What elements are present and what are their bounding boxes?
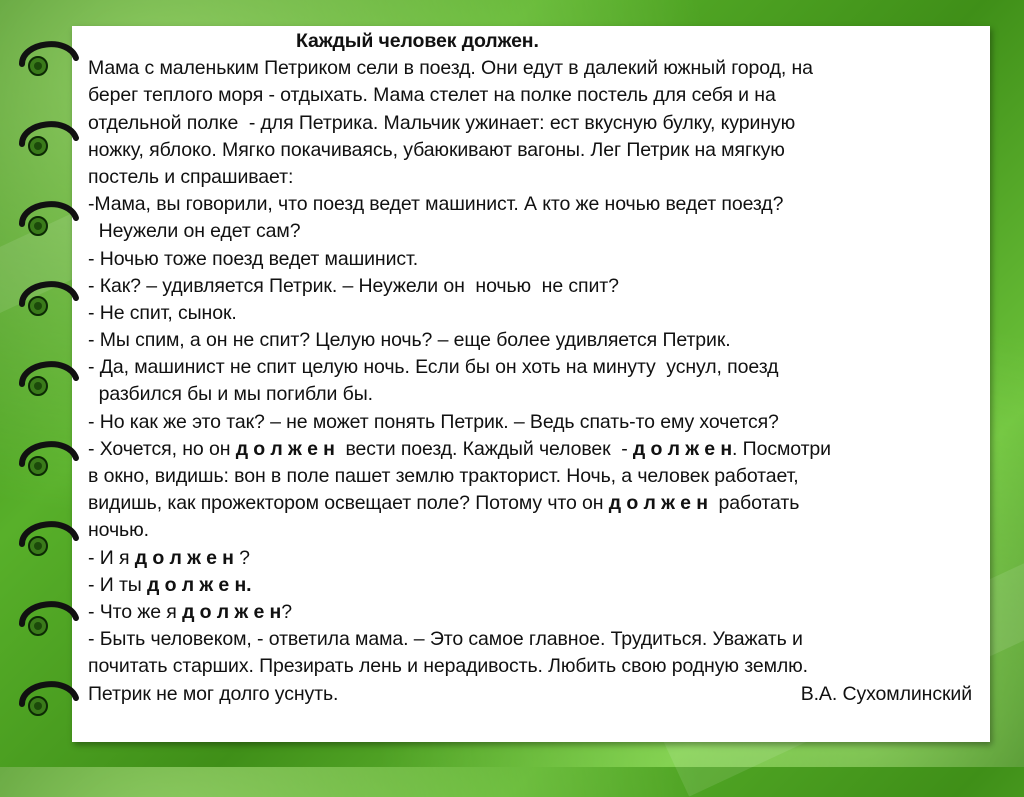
emphasis-word: д о л ж е н <box>182 600 282 623</box>
text-line <box>88 490 978 517</box>
spiral-ring-icon <box>12 676 84 720</box>
emphasis-word: д о л ж е н <box>134 546 234 569</box>
text-line <box>88 545 978 572</box>
text-run: - Что же я <box>88 600 183 623</box>
text-line: - Не спит, сынок. <box>88 301 237 324</box>
text-run: . Посмотри <box>732 437 831 460</box>
story-text <box>88 28 978 708</box>
text-line: - Мы спим, а он не спит? Целую ночь? – еще более удивляется Петрик. <box>88 329 731 352</box>
text-line: постель и спрашивает: <box>88 165 294 188</box>
text-line: в окно, видишь: вон в поле пашет землю тракторист. Ночь, а человек работает, <box>88 465 799 487</box>
spiral-ring-icon <box>12 36 84 80</box>
text-line: отдельной полке - для Петрика. Мальчик ужинает: ест вкусную булку, куриную <box>88 111 796 134</box>
text-run: Петрик не мог долго уснуть. <box>88 682 339 705</box>
text-line: Мама с маленьким Петриком сели в поезд. Они едут в далекий южный город, на <box>88 57 813 80</box>
text-line <box>88 436 978 463</box>
closing-line <box>88 681 972 708</box>
author-name: В.А. Сухомлинский <box>800 682 972 705</box>
text-line: Неужели он едет сам? <box>88 220 301 243</box>
text-line <box>88 599 978 626</box>
emphasis-word: д о л ж е н <box>608 492 708 515</box>
text-line: - Но как же это так? – не может понять Петрик. – Ведь спать-то ему хочется? <box>88 410 779 433</box>
emphasis-word: д о л ж е н <box>235 437 335 460</box>
text-line: - Как? – удивляется Петрик. – Неужели он ночью не спит? <box>88 274 619 297</box>
text-line: ножку, яблоко. Мягко покачиваясь, убаюкивают вагоны. Лег Петрик на мягкую <box>88 138 785 161</box>
text-line: разбился бы и мы погибли бы. <box>88 383 373 406</box>
text-line: - Быть человеком, - ответила мама. – Это самое главное. Трудиться. Уважать и <box>88 628 803 651</box>
spiral-ring-icon <box>12 116 84 160</box>
emphasis-word: д о л ж е н <box>632 437 733 460</box>
text-run: - И ты <box>88 573 148 596</box>
spiral-ring-icon <box>12 436 84 480</box>
spiral-ring-icon <box>12 276 84 320</box>
spiral-ring-icon <box>12 196 84 240</box>
emphasis-word: д о л ж е н. <box>147 573 252 596</box>
text-line: - Да, машинист не спит целую ночь. Если бы он хоть на минуту уснул, поезд <box>88 356 779 379</box>
text-line: - Ночью тоже поезд ведет машинист. <box>88 247 419 270</box>
text-run: - Хочется, но он <box>88 437 236 460</box>
text-line <box>88 572 978 599</box>
spiral-ring-icon <box>12 596 84 640</box>
spiral-ring-icon <box>12 516 84 560</box>
text-run: работать <box>707 492 800 515</box>
text-line: почитать старших. Презирать лень и нерадивость. Любить свою родную землю. <box>88 655 808 678</box>
text-line: -Мама, вы говорили, что поезд ведет машинист. А кто же ночью ведет поезд? <box>88 193 784 216</box>
text-line: ночью. <box>88 519 149 542</box>
text-run: видишь, как прожектором освещает поле? Потому что он <box>88 492 609 515</box>
text-run: вести поезд. Каждый человек - <box>334 437 633 460</box>
story-title: Каждый человек должен. <box>296 30 539 52</box>
spiral-ring-icon <box>12 356 84 400</box>
text-run: ? <box>233 546 250 569</box>
text-run: - И я <box>88 546 135 569</box>
text-line: берег теплого моря - отдыхать. Мама стелет на полке постель для себя и на <box>88 84 776 107</box>
text-run: ? <box>281 600 292 623</box>
